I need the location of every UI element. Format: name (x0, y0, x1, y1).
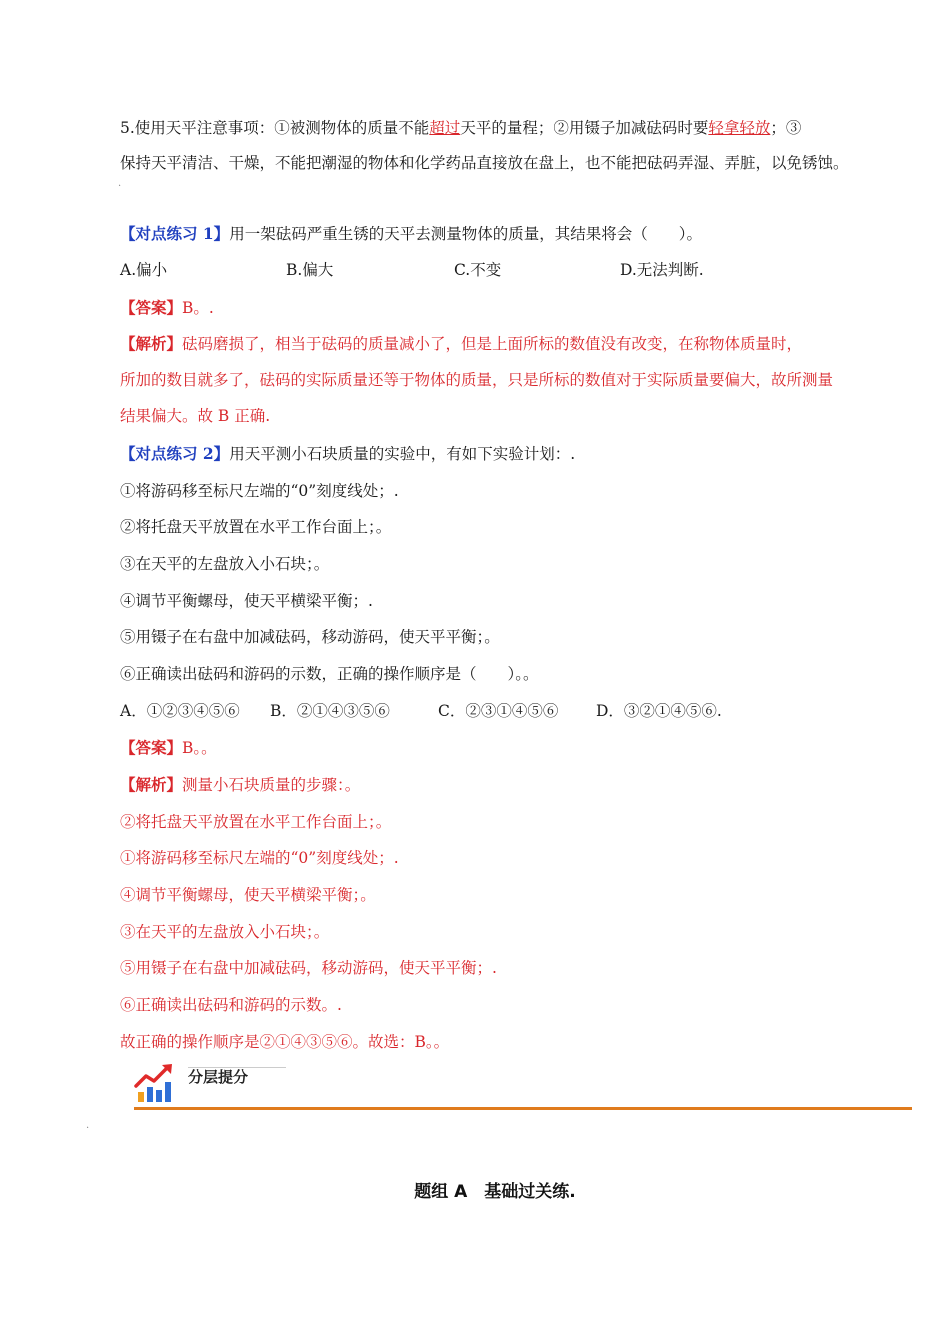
analysis-step: ②将托盘天平放置在水平工作台面上；。 (120, 813, 392, 831)
option-a: A.偏小 (120, 261, 168, 279)
answer-text: B。。 (182, 739, 217, 757)
analysis-step: ④调节平衡螺母，使天平横梁平衡；。 (120, 886, 376, 904)
option-c: C.不变 (454, 261, 502, 279)
answer-tag: 【答案】 (120, 298, 183, 317)
analysis-tag: 【解析】 (120, 334, 183, 353)
exercise-tag: 【对点练习 1】 (120, 224, 230, 243)
answer-text: B。. (182, 299, 214, 317)
option-b: B.偏大 (286, 261, 334, 279)
section-header-title: 分层提分 (188, 1068, 249, 1086)
option-c: C．②③①④⑤⑥ (438, 702, 559, 720)
exercise-1-answer (120, 297, 214, 319)
exercise-2-step: ⑤用镊子在右盘中加减砝码，移动游码，使天平平衡；。 (120, 628, 500, 646)
paragraph-mark: . (86, 1120, 90, 1131)
analysis-text: 所加的数目就多了，砝码的实际质量还等于物体的质量，只是所标的数值对于实际质量要偏大，故所测量 (120, 371, 834, 389)
group-title: 题组 A 基础过关练. (414, 1182, 576, 1202)
growth-chart-icon (134, 1062, 178, 1106)
analysis-text: 砝码磨损了，相当于砝码的质量减小了，但是上面所标的数值没有改变，在称物体质量时， (182, 335, 803, 353)
analysis-step: ③在天平的左盘放入小石块；。 (120, 923, 330, 941)
exercise-2-step: ⑥正确读出砝码和游码的示数，正确的操作顺序是（ ）。。 (120, 665, 539, 683)
analysis-text: 结果偏大。故 B 正确. (120, 407, 271, 425)
exercise-2-step: ②将托盘天平放置在水平工作台面上；。 (120, 518, 392, 536)
option-d: D.无法判断. (620, 261, 704, 279)
option-a: A．①②③④⑤⑥ (120, 702, 240, 720)
keyword-gentle: 轻拿轻放 (708, 119, 771, 137)
exercise-1-analysis-3 (120, 405, 270, 427)
exercise-1-analysis-1 (120, 333, 802, 355)
exercise-2-step: ④调节平衡螺母，使天平横梁平衡；. (120, 592, 373, 610)
question-text: 用天平测小石块质量的实验中，有如下实验计划：. (229, 445, 576, 463)
analysis-step: ①将游码移至标尺左端的“0”刻度线处；. (120, 849, 399, 867)
option-b: B．②①④③⑤⑥ (270, 702, 390, 720)
note-text: 保持天平清洁、干燥，不能把潮湿的物体和化学药品直接放在盘上，也不能把砝码弄湿、弄脏，以免锈蚀。 (120, 154, 849, 172)
option-d: D．③②①④⑤⑥. (596, 702, 722, 720)
question-text: 用一架砝码严重生锈的天平去测量物体的质量，其结果将会（ ）。 (229, 225, 702, 243)
note-text: 天平的量程；②用镊子加减砝码时要 (460, 119, 709, 137)
keyword-exceed: 超过 (429, 119, 461, 137)
paragraph-mark: . (118, 178, 122, 189)
exercise-2-question (120, 443, 575, 465)
analysis-tag: 【解析】 (120, 775, 183, 794)
exercise-2-step: ①将游码移至标尺左端的“0”刻度线处；. (120, 482, 399, 500)
note-line-2 (120, 152, 849, 174)
exercise-1-question (120, 223, 702, 245)
section-underline (134, 1107, 912, 1110)
exercise-2-step: ③在天平的左盘放入小石块；。 (120, 555, 330, 573)
note-text: 5.使用天平注意事项：①被测物体的质量不能 (120, 119, 430, 137)
exercise-2-analysis-intro (120, 774, 360, 796)
analysis-step: ⑤用镊子在右盘中加减砝码，移动游码，使天平平衡；. (120, 959, 497, 977)
analysis-conclusion: 故正确的操作顺序是②①④③⑤⑥。故选：B。。 (120, 1033, 450, 1051)
exercise-1-analysis-2 (120, 369, 833, 391)
analysis-step: ⑥正确读出砝码和游码的示数。. (120, 996, 342, 1014)
note-text: ；③ (770, 119, 802, 137)
analysis-text: 测量小石块质量的步骤：。 (182, 776, 361, 794)
note-line-1 (120, 117, 801, 139)
exercise-2-answer (120, 737, 217, 759)
answer-tag: 【答案】 (120, 738, 183, 757)
exercise-tag: 【对点练习 2】 (120, 444, 230, 463)
